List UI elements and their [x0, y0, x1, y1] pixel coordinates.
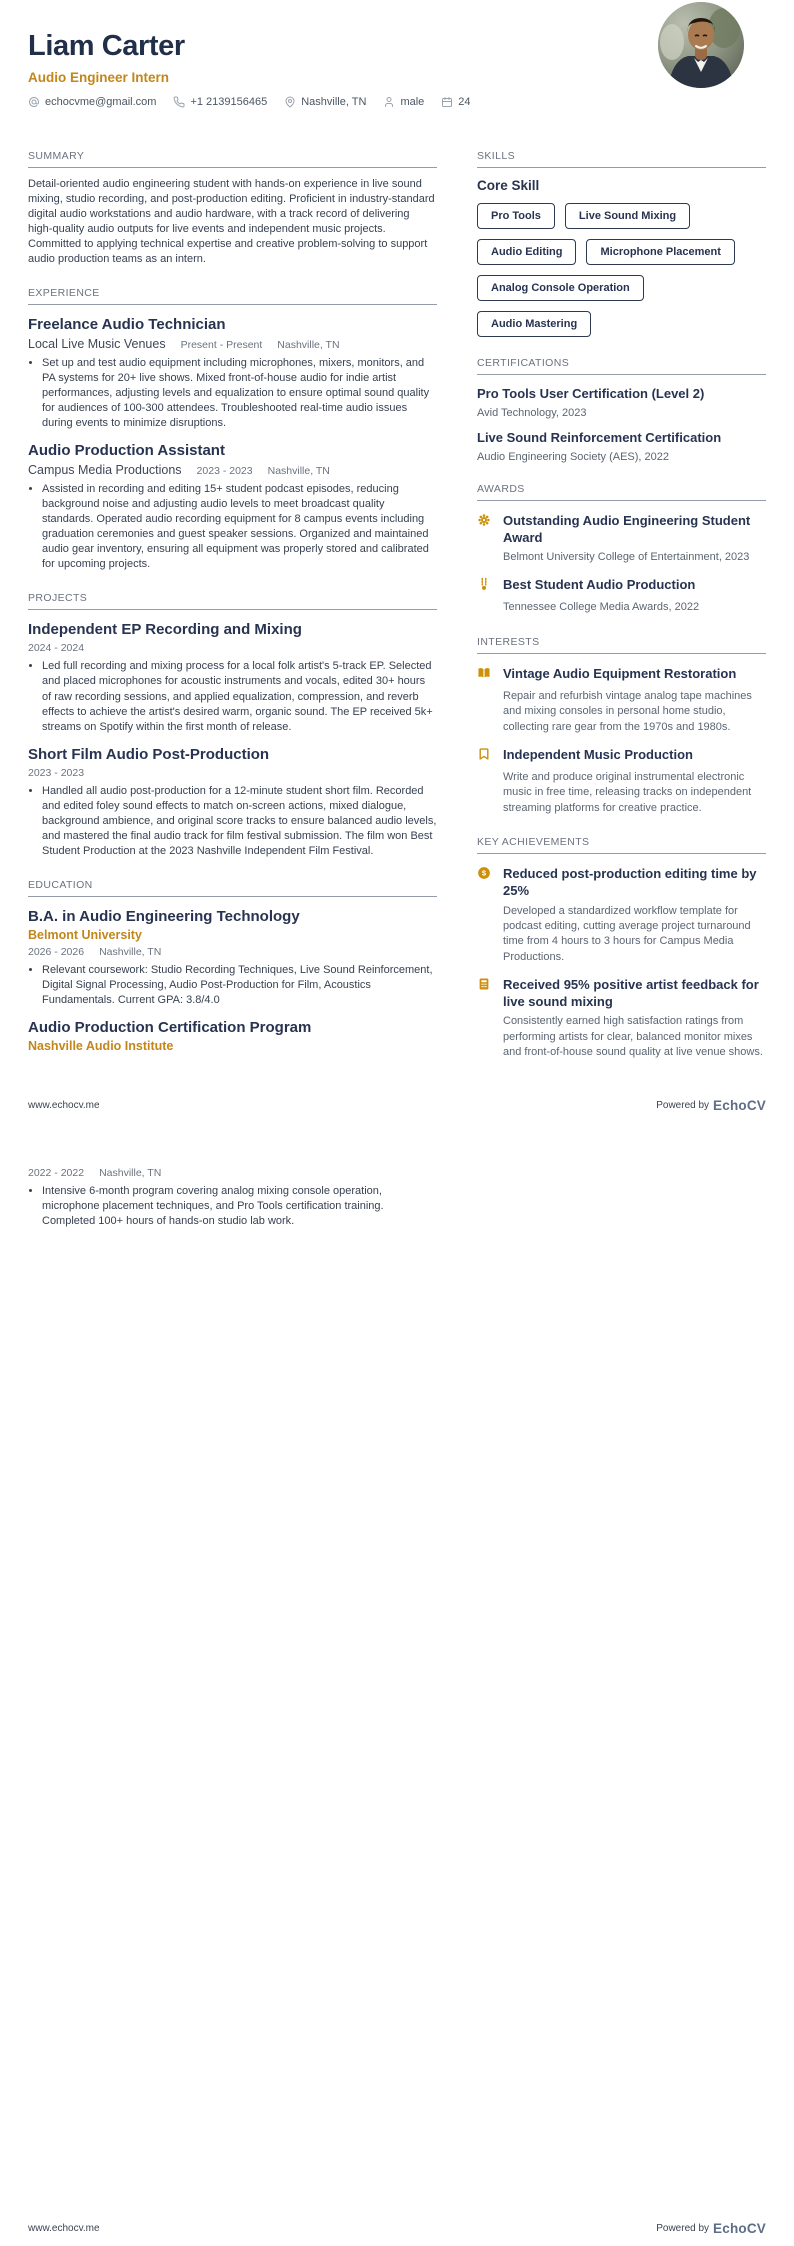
- education-bullet: • Relevant coursework: Studio Recording Techniques, Live Sound Reinforcement, Digital Signal Processing, Audio Post-Production for Film, Acoustics Fundamentals. Current GPA: 3.8/4.0: [42, 963, 437, 1008]
- powered-by-text: Powered by: [656, 2223, 710, 2234]
- project-title: Independent EP Recording and Mixing: [28, 621, 302, 639]
- experience-location: Nashville, TN: [277, 338, 340, 351]
- award-title: Best Student Audio Production: [503, 577, 696, 593]
- powered-by-text: Powered by: [656, 1100, 710, 1111]
- certification-item: [477, 430, 766, 463]
- award-item: [477, 512, 766, 566]
- education-school: Belmont University: [28, 928, 142, 943]
- education-meta: [28, 1167, 409, 1179]
- footer-url: www.echocv.me: [28, 1100, 100, 1111]
- map-pin-icon: [284, 96, 296, 108]
- open-book-icon: [477, 665, 503, 685]
- certification-title: Pro Tools User Certification (Level 2): [477, 386, 705, 401]
- experience-meta: [28, 463, 437, 477]
- interest-title: Independent Music Production: [503, 747, 693, 763]
- interest-description: Write and produce original instrumental electronic music in free time, releasing tracks on independent streaming platforms for creative practice.: [503, 771, 752, 814]
- project-meta: [28, 767, 437, 779]
- interests-section-label: INTERESTS: [477, 636, 766, 654]
- experience-dates: 2023 - 2023: [196, 465, 253, 478]
- certification-issuer: Avid Technology, 2023: [477, 406, 587, 419]
- bookmark-icon: [477, 746, 503, 766]
- calendar-icon: [441, 96, 453, 108]
- education-item: [28, 908, 437, 1008]
- experience-company: Campus Media Productions: [28, 463, 182, 478]
- project-title: Short Film Audio Post-Production: [28, 745, 270, 763]
- skills-section-label: SKILLS: [477, 150, 766, 168]
- certification-issuer: Audio Engineering Society (AES), 2022: [477, 450, 670, 463]
- project-meta: [28, 642, 437, 654]
- interest-title: Vintage Audio Equipment Restoration: [503, 665, 737, 681]
- page-footer: [28, 1098, 766, 1113]
- phone-icon: [173, 96, 185, 108]
- contact-gender: [383, 96, 424, 108]
- contact-gender-text: male: [400, 96, 425, 108]
- experience-section: [28, 287, 437, 573]
- contact-phone: [173, 96, 267, 108]
- contact-row: [28, 96, 766, 108]
- summary-section: [28, 150, 437, 267]
- key-achievement-description: Developed a standardized workflow template for podcast editing, cutting average project turnaround time from 4 hours to 3 hours for Campus Media Productions.: [503, 904, 751, 963]
- education-title: B.A. in Audio Engineering Technology: [28, 908, 300, 926]
- education-bullets: [28, 1184, 409, 1229]
- powered-by: [656, 1098, 766, 1113]
- contact-age-text: 24: [458, 96, 471, 108]
- skill-chip: Microphone Placement: [586, 239, 734, 265]
- interest-item: [477, 746, 766, 816]
- award-issuer: Tennessee College Media Awards, 2022: [503, 601, 700, 614]
- profile-photo: [658, 2, 744, 88]
- education-location: Nashville, TN: [99, 1167, 162, 1179]
- education-location: Nashville, TN: [99, 946, 162, 959]
- interest-item: [477, 665, 766, 735]
- summary-text: Detail-oriented audio engineering student with hands-on experience in live sound mixing, studio recording, and post-production editing. Proficient in industry-standard digital audio workstations and audio hardware, with a track record of delivering high-quality audio outputs for live events and independent music projects. Committed to applying technical expertise and creative problem-solving to support audio production teams as an intern.: [28, 178, 435, 265]
- at-icon: [28, 96, 40, 108]
- footer-url: www.echocv.me: [28, 2223, 100, 2234]
- skill-chip: Audio Mastering: [477, 311, 591, 337]
- project-item: [28, 621, 437, 734]
- award-seal-icon: [477, 512, 503, 546]
- education-bullets: [28, 963, 437, 1008]
- skill-chip: Analog Console Operation: [477, 275, 644, 301]
- education-school: Nashville Audio Institute: [28, 1039, 174, 1054]
- certification-item: [477, 386, 766, 419]
- calculator-icon: [477, 976, 503, 1010]
- experience-item: [28, 442, 437, 572]
- page-footer: [28, 2221, 766, 2236]
- experience-location: Nashville, TN: [267, 465, 330, 478]
- candidate-name: Liam Carter: [28, 30, 185, 62]
- education-meta: [28, 946, 437, 958]
- education-dates: 2026 - 2026: [28, 946, 85, 959]
- experience-title: Freelance Audio Technician: [28, 315, 226, 333]
- skill-chip: Audio Editing: [477, 239, 576, 265]
- certifications-section: [477, 357, 766, 463]
- echocv-logo: EchoCV: [713, 1098, 766, 1113]
- project-bullet: • Led full recording and mixing process for a local folk artist's 5-track EP. Selected and placed microphones for acoustic instruments and vocals, edited 30+ hours of raw recording sessions, and applied equalization, compression, and reverb effects to achieve the artist's desired warm, organic sound. The EP received 5k+ streams on Spotify within the first month of release.: [42, 659, 437, 734]
- education-title: Audio Production Certification Program: [28, 1019, 312, 1037]
- right-column: [477, 150, 766, 1081]
- resume-columns: [0, 150, 794, 1081]
- education-bullet: • Intensive 6-month program covering analog mixing console operation, microphone placement techniques, and Pro Tools certification training. Completed 100+ hours of hands-on studio lab work.: [42, 1184, 409, 1229]
- education-continued: [0, 1123, 437, 1229]
- key-achievements-section-label: KEY ACHIEVEMENTS: [477, 836, 766, 854]
- project-dates: 2023 - 2023: [28, 766, 85, 779]
- skill-chips: [477, 203, 766, 337]
- project-bullets: [28, 784, 437, 859]
- awards-section: [477, 483, 766, 616]
- medal-ribbon-icon: [477, 576, 503, 596]
- experience-company: Local Live Music Venues: [28, 336, 166, 351]
- contact-location: [284, 96, 366, 108]
- key-achievement-title: Reduced post-production editing time by 25%: [503, 866, 757, 899]
- experience-bullet: • Assisted in recording and editing 15+ student podcast episodes, reducing background noise and adjusting audio levels to meet broadcast quality standards. Operated audio recording equipment for 8 campus events including graduation ceremonies and guest speaker sessions. Organized and maintained audio gear inventory, ensuring all equipment was properly stored and calibrated for upcoming projects.: [42, 482, 437, 572]
- key-achievement-item: [477, 976, 766, 1060]
- projects-section: [28, 592, 437, 859]
- project-dates: 2024 - 2024: [28, 642, 85, 655]
- skill-chip: Pro Tools: [477, 203, 555, 229]
- powered-by: [656, 2221, 766, 2236]
- key-achievements-section: [477, 836, 766, 1060]
- experience-bullet: • Set up and test audio equipment including microphones, mixers, monitors, and PA systems for 20+ live shows. Mixed front-of-house audio for indie artist performances, adjusting levels and equalization to ensure optimal sound quality for audiences of 100-300 attendees. Troubleshooted real-time audio issues during events to minimize disruptions.: [42, 356, 437, 431]
- award-title: Outstanding Audio Engineering Student Award: [503, 512, 751, 545]
- person-icon: [383, 96, 395, 108]
- education-section: [28, 879, 437, 1053]
- experience-bullets: [28, 356, 437, 431]
- experience-dates: Present - Present: [180, 338, 263, 351]
- project-item: [28, 746, 437, 859]
- skills-group-title: Core Skill: [477, 178, 540, 193]
- certifications-section-label: CERTIFICATIONS: [477, 357, 766, 375]
- contact-location-text: Nashville, TN: [301, 96, 367, 108]
- echocv-logo: EchoCV: [713, 2221, 766, 2236]
- summary-section-label: SUMMARY: [28, 150, 437, 168]
- certification-title: Live Sound Reinforcement Certification: [477, 429, 722, 445]
- contact-age: [441, 96, 470, 108]
- resume-header: [0, 0, 794, 108]
- contact-email: [28, 96, 156, 108]
- experience-title: Audio Production Assistant: [28, 442, 225, 460]
- experience-meta: [28, 337, 437, 351]
- svg-text:$: $: [481, 868, 487, 878]
- job-title: Audio Engineer Intern: [28, 70, 170, 85]
- award-item: [477, 576, 766, 615]
- dollar-circle-icon: [477, 865, 503, 899]
- education-dates: 2022 - 2022: [28, 1167, 85, 1179]
- skills-section: [477, 150, 766, 337]
- experience-section-label: EXPERIENCE: [28, 287, 437, 305]
- interest-description: Repair and refurbish vintage analog tape machines and mixing consoles in personal home studio, collecting rare gear from the 1970s and 1980s.: [503, 689, 752, 733]
- experience-bullets: [28, 482, 437, 572]
- key-achievement-description: Consistently earned high satisfaction ratings from performing artists for clear, balanced monitor mixes and front-of-house sound quality at live venue shows.: [503, 1015, 763, 1059]
- key-achievement-title: Received 95% positive artist feedback for live sound mixing: [503, 977, 759, 1010]
- award-issuer: Belmont University College of Entertainment, 2023: [503, 551, 750, 564]
- key-achievement-item: [477, 865, 766, 965]
- resume-page-2: [0, 1123, 794, 2246]
- project-bullet: • Handled all audio post-production for a 12-minute student short film. Recorded and edited foley sound effects to match on-screen actions, mixed dialogue, background ambience, and original score tracks to ensure balanced audio levels, and mastered the final audio track for film festival submission. The film won Best Student Production at the 2023 Nashville Independent Film Festival.: [42, 784, 437, 859]
- contact-email-text: echocvme@gmail.com: [45, 96, 157, 108]
- interests-section: [477, 636, 766, 816]
- projects-section-label: PROJECTS: [28, 592, 437, 610]
- experience-item: [28, 316, 437, 431]
- project-bullets: [28, 659, 437, 734]
- education-item: [28, 1019, 437, 1053]
- awards-section-label: AWARDS: [477, 483, 766, 501]
- left-column: [28, 150, 437, 1081]
- education-section-label: EDUCATION: [28, 879, 437, 897]
- contact-phone-text: +1 2139156465: [190, 96, 268, 108]
- skill-chip: Live Sound Mixing: [565, 203, 690, 229]
